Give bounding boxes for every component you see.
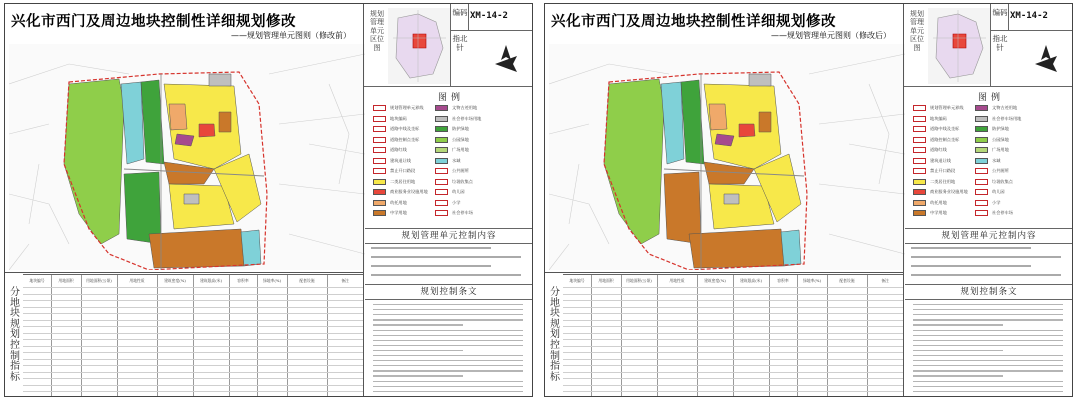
legend-label: 广场用地	[452, 147, 469, 152]
table-header: 配套设施	[299, 278, 315, 283]
sheet-title: 兴化市西门及周边地块控制性详细规划修改	[551, 14, 836, 30]
legend-item	[913, 146, 947, 154]
table-row	[563, 359, 903, 360]
legend-label: 道路控制点坐标	[390, 136, 420, 142]
legend-label: 道路中线及坐标	[930, 126, 960, 131]
north-arrow-icon	[493, 44, 519, 74]
legend-swatch	[913, 105, 926, 111]
legend-item	[373, 104, 424, 112]
legend-swatch	[435, 200, 448, 206]
legend-label: 道路红线	[930, 147, 947, 152]
table-row	[23, 391, 363, 392]
index-side-label: 分地块规划控制指标	[10, 287, 20, 383]
text-line	[373, 330, 523, 331]
text-line	[373, 324, 463, 325]
table-row	[563, 365, 903, 366]
table-row	[23, 359, 363, 360]
legend-label: 禁止开口路段	[930, 168, 956, 173]
text-line	[911, 256, 1061, 258]
table-header: 用地性质	[129, 278, 145, 283]
table-row	[563, 391, 903, 392]
table-row	[23, 313, 363, 314]
text-line	[913, 370, 1063, 371]
text-line	[373, 340, 523, 341]
legend-swatch	[975, 116, 988, 122]
table-header: 用地面积(公顷)	[86, 278, 112, 283]
legend-swatch	[435, 210, 448, 216]
table-row	[563, 346, 903, 347]
text-line	[913, 386, 1063, 387]
legend-label: 公园绿地	[452, 136, 469, 142]
legend-label: 幼儿园	[992, 189, 1005, 194]
legend-item	[373, 188, 428, 196]
legend-swatch	[975, 210, 988, 216]
legend-swatch	[435, 147, 448, 153]
legend-label: 幼托用地	[930, 199, 947, 205]
legend-label: 道路中线及坐标	[390, 126, 420, 131]
legend-label: 社会停车场	[452, 210, 473, 215]
legend-swatch	[913, 189, 926, 195]
table-header: 地块编号	[569, 278, 585, 283]
legend-swatch	[913, 200, 926, 206]
legend-label: 道路红线	[390, 147, 407, 152]
code-divider	[990, 30, 1073, 31]
legend-item	[435, 167, 469, 175]
legend	[371, 104, 529, 222]
legend-label: 规划管理单元界线	[390, 105, 424, 110]
legend-swatch	[435, 179, 448, 185]
legend-swatch	[373, 179, 386, 185]
legend-item	[975, 188, 1005, 196]
table-header: 绿地率(%)	[803, 278, 821, 283]
legend-label: 禁止开口路段	[390, 168, 416, 173]
text-line	[913, 340, 1063, 341]
table-header: 建筑限高(米)	[740, 278, 762, 283]
code-label: 编码	[452, 8, 468, 17]
legend-swatch	[913, 137, 926, 143]
code-divider-v	[468, 4, 469, 30]
table-header: 容积率	[777, 278, 789, 283]
legend-item	[435, 188, 465, 196]
legend-label: 水域	[992, 157, 1001, 163]
legend-label: 建筑退让线	[390, 157, 411, 163]
table-header: 配套设施	[839, 278, 855, 283]
table-row	[23, 326, 363, 327]
legend-swatch	[913, 179, 926, 185]
map-table-divider	[545, 272, 904, 273]
table-row	[23, 333, 363, 334]
legend-label: 垃圾收集点	[452, 178, 473, 184]
text-line	[373, 345, 523, 346]
legend-label: 社会停车场用地	[992, 115, 1022, 121]
locator-divider	[990, 4, 991, 86]
text-line	[913, 365, 1063, 366]
legend-item	[913, 157, 951, 165]
table-row	[23, 346, 363, 347]
legend-item	[435, 125, 469, 133]
text-line	[911, 274, 1061, 276]
legend-item	[975, 167, 1009, 175]
legend-item	[913, 209, 947, 217]
locator-label: 规划管理单元区位图	[370, 10, 384, 52]
control-notes-body	[905, 300, 1073, 395]
table-row	[23, 378, 363, 379]
text-line	[373, 360, 523, 361]
text-line	[373, 335, 523, 336]
legend-label: 建筑退让线	[930, 157, 951, 163]
legend-item	[435, 157, 460, 165]
text-line	[373, 319, 523, 320]
legend-item	[913, 188, 968, 196]
legend-item	[373, 209, 407, 217]
text-line	[913, 381, 1063, 382]
table-row	[23, 320, 363, 321]
control-notes-title: 规划控制条文	[905, 284, 1073, 300]
sheet-subtitle: ——规划管理单元图则（修改前）	[231, 31, 351, 40]
legend-item	[913, 199, 947, 207]
unit-code: XM-14-2	[1010, 11, 1048, 21]
plan-sheet-before	[4, 3, 533, 397]
sheet-subtitle: ——规划管理单元图则（修改后）	[771, 31, 891, 40]
legend-swatch	[373, 189, 386, 195]
text-line	[913, 319, 1063, 320]
table-row	[563, 320, 903, 321]
table-header: 备注	[341, 278, 349, 283]
legend-swatch	[435, 189, 448, 195]
legend-item	[435, 209, 473, 217]
text-line	[373, 314, 523, 315]
text-line	[913, 360, 1063, 361]
legend-swatch	[373, 168, 386, 174]
legend-item	[975, 157, 1000, 165]
legend-item	[975, 115, 1021, 123]
legend-swatch	[435, 126, 448, 132]
north-label: 指北针	[452, 34, 468, 52]
legend-swatch	[975, 189, 988, 195]
table-row	[23, 365, 363, 366]
legend-label: 规划管理单元界线	[930, 105, 964, 110]
legend-label: 中学用地	[930, 210, 947, 215]
legend-label: 公共厕所	[452, 168, 469, 173]
legend-item	[373, 167, 415, 175]
legend-label: 商业服务业设施用地	[390, 189, 428, 194]
table-row	[23, 307, 363, 308]
control-notes-title: 规划控制条文	[365, 284, 533, 300]
legend-divider	[904, 86, 1073, 87]
text-line	[373, 375, 463, 376]
land-use-map	[549, 44, 905, 270]
legend-label: 幼托用地	[390, 199, 407, 205]
legend-swatch	[435, 116, 448, 122]
text-line	[913, 391, 1063, 392]
sheet-divider	[903, 4, 904, 396]
table-header: 绿地率(%)	[263, 278, 281, 283]
legend-swatch	[913, 210, 926, 216]
map-table-divider	[5, 272, 364, 273]
text-line	[913, 330, 1063, 331]
legend-label: 道路控制点坐标	[930, 136, 960, 142]
legend-item	[913, 167, 955, 175]
locator-map	[388, 8, 450, 84]
legend-label: 公共厕所	[992, 168, 1009, 173]
legend-label: 中学用地	[390, 210, 407, 215]
sheet-divider	[363, 4, 364, 396]
legend-item	[435, 199, 460, 207]
table-row	[563, 339, 903, 340]
legend-item	[913, 115, 947, 123]
text-line	[913, 309, 1063, 310]
text-line	[373, 355, 523, 356]
table-row	[563, 313, 903, 314]
table-header: 备注	[881, 278, 889, 283]
locator-map	[928, 8, 990, 84]
plot-index-table	[563, 274, 903, 396]
text-line	[913, 350, 1003, 351]
text-line	[373, 381, 523, 382]
legend-item	[975, 104, 1017, 112]
legend-swatch	[435, 158, 448, 164]
text-line	[371, 265, 491, 267]
text-line	[913, 324, 1003, 325]
table-row	[23, 300, 363, 301]
legend-item	[913, 136, 959, 144]
legend-label: 广场用地	[992, 147, 1009, 152]
table-header: 用地面积	[58, 278, 74, 283]
legend-item	[975, 209, 1013, 217]
table-header: 容积率	[237, 278, 249, 283]
text-line	[373, 370, 523, 371]
table-row	[563, 294, 903, 295]
legend-label: 社会停车场	[992, 210, 1013, 215]
text-line	[913, 335, 1063, 336]
index-side-label: 分地块规划控制指标	[550, 287, 560, 383]
legend-swatch	[975, 137, 988, 143]
table-row	[23, 372, 363, 373]
table-row	[23, 339, 363, 340]
table-row	[23, 294, 363, 295]
control-content-body	[905, 243, 1073, 283]
plot-index-table	[23, 274, 363, 396]
table-row	[563, 372, 903, 373]
text-line	[911, 247, 1031, 249]
text-line	[373, 309, 523, 310]
legend-label: 社会停车场用地	[452, 115, 482, 121]
legend-swatch	[975, 147, 988, 153]
legend-item	[373, 146, 407, 154]
table-row	[23, 385, 363, 386]
north-label: 指北针	[992, 34, 1008, 52]
legend-label: 幼儿园	[452, 189, 465, 194]
legend-item	[975, 199, 1000, 207]
legend-swatch	[373, 126, 386, 132]
legend-swatch	[435, 137, 448, 143]
legend-swatch	[373, 210, 386, 216]
code-divider-v	[1008, 4, 1009, 30]
legend-divider	[364, 86, 533, 87]
legend-swatch	[975, 179, 988, 185]
table-header: 用地面积(公顷)	[626, 278, 652, 283]
legend-item	[373, 157, 411, 165]
legend-swatch	[373, 105, 386, 111]
table-row	[563, 287, 903, 288]
unit-code: XM-14-2	[470, 11, 508, 21]
legend-swatch	[373, 200, 386, 206]
legend-title: 图例	[437, 93, 464, 103]
table-row	[563, 352, 903, 353]
north-arrow-icon	[1033, 44, 1059, 74]
legend-item	[913, 125, 959, 133]
legend-label: 文物古迹用地	[992, 105, 1018, 110]
control-content-body	[365, 243, 533, 283]
legend-label: 商业服务业设施用地	[930, 189, 968, 194]
legend-swatch	[975, 158, 988, 164]
text-line	[371, 256, 521, 258]
plan-sheet-after	[544, 3, 1073, 397]
table-header: 地块编号	[29, 278, 45, 283]
legend-item	[975, 125, 1009, 133]
legend-item	[373, 136, 419, 144]
legend-item	[373, 125, 419, 133]
legend-item	[913, 104, 964, 112]
legend-swatch	[975, 168, 988, 174]
legend-label: 小学	[992, 199, 1001, 205]
text-line	[371, 274, 521, 276]
legend-swatch	[435, 168, 448, 174]
text-line	[373, 365, 523, 366]
legend-label: 公园绿地	[992, 136, 1009, 142]
table-header: 建筑限高(米)	[200, 278, 222, 283]
text-line	[913, 345, 1063, 346]
text-line	[373, 350, 463, 351]
legend-title: 图例	[977, 93, 1004, 103]
control-notes-body	[365, 300, 533, 395]
control-content-title: 规划管理单元控制内容	[365, 228, 533, 244]
table-row	[563, 326, 903, 327]
legend-swatch	[435, 105, 448, 111]
table-header: 建筑密度(%)	[164, 278, 186, 283]
locator-label: 规划管理单元区位图	[910, 10, 924, 52]
land-use-map	[9, 44, 365, 270]
text-line	[373, 391, 523, 392]
table-row	[563, 300, 903, 301]
legend-swatch	[913, 158, 926, 164]
legend	[911, 104, 1069, 222]
legend-item	[975, 136, 1009, 144]
legend-item	[373, 178, 415, 186]
legend-item	[913, 178, 955, 186]
table-header: 用地性质	[669, 278, 685, 283]
legend-item	[373, 199, 407, 207]
text-line	[373, 386, 523, 387]
table-row	[563, 307, 903, 308]
legend-item	[435, 104, 477, 112]
legend-label: 水域	[452, 157, 461, 163]
legend-item	[435, 136, 469, 144]
legend-item	[435, 115, 481, 123]
text-line	[373, 304, 523, 305]
locator-divider	[450, 4, 451, 86]
legend-label: 小学	[452, 199, 461, 205]
table-row	[563, 378, 903, 379]
code-divider	[450, 30, 533, 31]
legend-label: 文物古迹用地	[452, 105, 478, 110]
legend-label: 垃圾收集点	[992, 178, 1013, 184]
table-header: 用地面积	[598, 278, 614, 283]
table-row	[563, 333, 903, 334]
sheet-title: 兴化市西门及周边地块控制性详细规划修改	[11, 14, 296, 30]
legend-item	[373, 115, 407, 123]
legend-swatch	[913, 147, 926, 153]
legend-swatch	[373, 158, 386, 164]
text-line	[913, 304, 1063, 305]
legend-label: 地块编码	[930, 115, 947, 121]
legend-label: 地块编码	[390, 115, 407, 121]
table-row	[563, 385, 903, 386]
legend-swatch	[975, 200, 988, 206]
text-line	[371, 247, 491, 249]
legend-item	[435, 146, 469, 154]
code-label: 编码	[992, 8, 1008, 17]
text-line	[913, 314, 1063, 315]
legend-label: 二类居住用地	[390, 178, 416, 184]
legend-swatch	[373, 116, 386, 122]
legend-swatch	[373, 147, 386, 153]
legend-swatch	[975, 126, 988, 132]
text-line	[913, 355, 1063, 356]
table-row	[23, 352, 363, 353]
legend-swatch	[913, 126, 926, 132]
table-row	[23, 287, 363, 288]
legend-swatch	[975, 105, 988, 111]
control-content-title: 规划管理单元控制内容	[905, 228, 1073, 244]
legend-label: 防护绿地	[452, 126, 469, 131]
legend-label: 二类居住用地	[930, 178, 956, 184]
legend-label: 防护绿地	[992, 126, 1009, 131]
text-line	[913, 375, 1003, 376]
legend-swatch	[373, 137, 386, 143]
table-header: 建筑密度(%)	[704, 278, 726, 283]
legend-item	[975, 178, 1013, 186]
legend-swatch	[913, 168, 926, 174]
legend-swatch	[913, 116, 926, 122]
text-line	[911, 265, 1031, 267]
legend-item	[975, 146, 1009, 154]
legend-item	[435, 178, 473, 186]
